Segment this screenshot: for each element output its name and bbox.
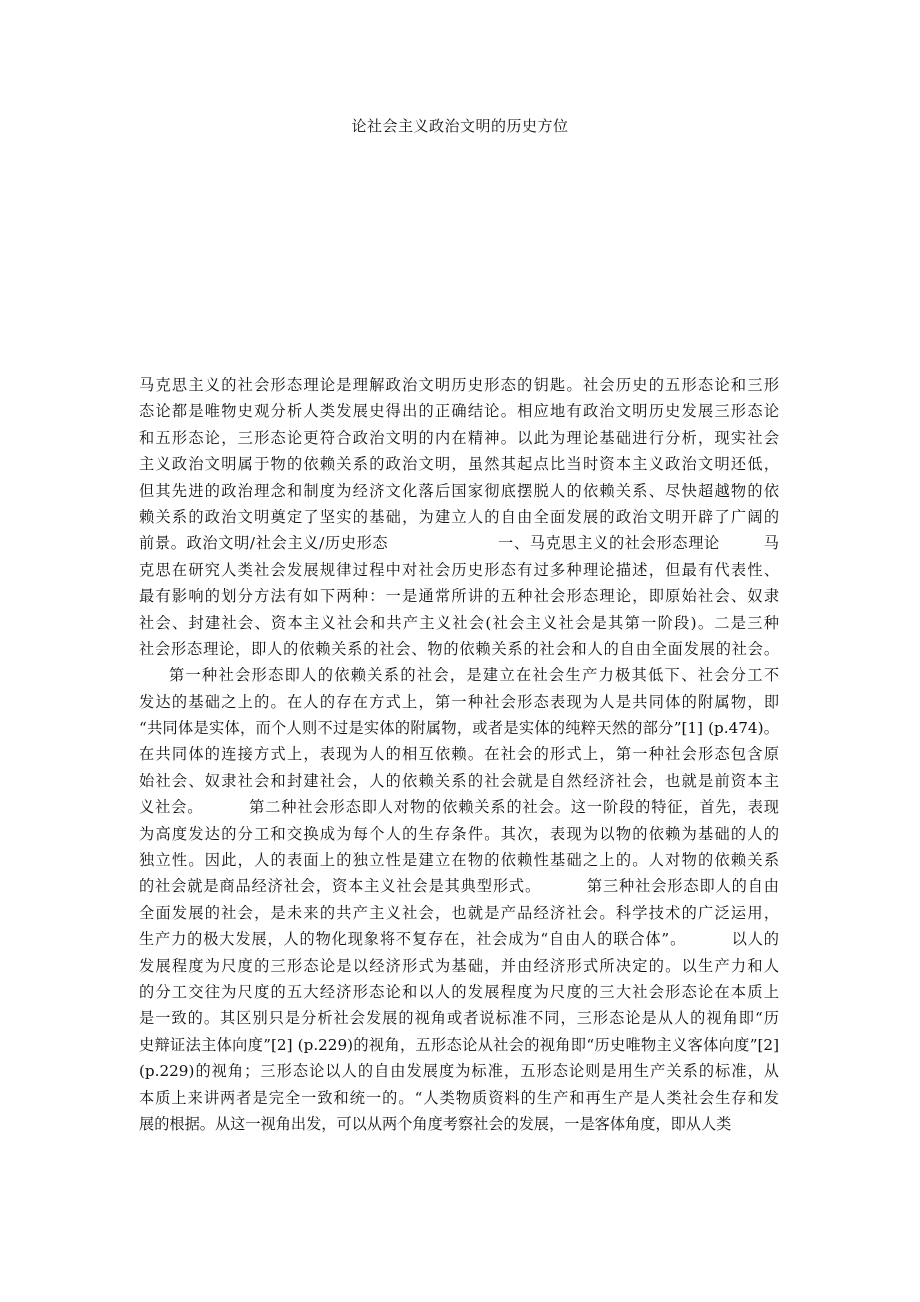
body-line: 第一种社会形态即人的依赖关系的社会，是建立在社会生产力极其低下、社会分工不 bbox=[169, 666, 779, 685]
document-title: 论社会主义政治文明的历史方位 bbox=[351, 117, 569, 135]
body-line: 赖关系的政治文明奠定了坚实的基础，为建立人的自由全面发展的政治文明开辟了广阔的 bbox=[139, 507, 779, 526]
body-line: 态论都是唯物史观分析人类发展史得出的正确结论。相应地有政治文明历史发展三形态论 bbox=[139, 402, 779, 421]
body-line: 最有影响的划分方法有如下两种：一是通常所讲的五种社会形态理论，即原始社会、奴隶 bbox=[139, 587, 779, 606]
body-line: 和五形态论，三形态论更符合政治文明的内在精神。以此为理论基础进行分析，现实社会 bbox=[139, 428, 779, 447]
body-line: 的分工交往为尺度的五大经济形态论和以人的发展程度为尺度的三大社会形态论在本质上 bbox=[139, 982, 779, 1001]
body-line: 史辩证法主体向度”[2] (p.229)的视角，五形态论从社会的视角即“历史唯物主义客体向度”[2] bbox=[139, 1035, 779, 1054]
body-line: 前景。政治文明/社会主义/历史形态 一、马克思主义的社会形态理论 马 bbox=[139, 534, 779, 553]
body-line: 发达的基础之上的。在人的存在方式上，第一种社会形态表现为人是共同体的附属物，即 bbox=[139, 692, 779, 711]
body-line: 始社会、奴隶社会和封建社会，人的依赖关系的社会就是自然经济社会，也就是前资本主 bbox=[139, 771, 779, 790]
body-line: 社会、封建社会、资本主义社会和共产主义社会(社会主义社会是其第一阶段)。二是三种 bbox=[139, 613, 779, 632]
body-line: 在共同体的连接方式上，表现为人的相互依赖。在社会的形式上，第一种社会形态包含原 bbox=[139, 745, 779, 764]
body-line: (p.229)的视角；三形态论以人的自由发展度为标准，五形态论则是用生产关系的标准，从 bbox=[139, 1062, 779, 1081]
body-line: 为高度发达的分工和交换成为每个人的生存条件。其次，表现为以物的依赖为基础的人的 bbox=[139, 824, 779, 843]
body-line: 全面发展的社会，是未来的共产主义社会，也就是产品经济社会。科学技术的广泛运用， bbox=[139, 903, 779, 922]
body-line: 发展程度为尺度的三形态论是以经济形式为基础，并由经济形式所决定的。以生产力和人 bbox=[139, 956, 779, 975]
document-body bbox=[139, 372, 779, 1137]
body-line: 但其先进的政治理念和制度为经济文化落后国家彻底摆脱人的依赖关系、尽快超越物的依 bbox=[139, 481, 779, 500]
body-line: 克思在研究人类社会发展规律过程中对社会历史形态有过多种理论描述，但最有代表性、 bbox=[139, 560, 779, 579]
body-line: 本质上来讲两者是完全一致和统一的。“人类物质资料的生产和再生产是人类社会生存和发 bbox=[139, 1088, 779, 1107]
body-line: 生产力的极大发展，人的物化现象将不复存在，社会成为“自由人的联合体”。 以人的 bbox=[139, 930, 779, 949]
body-line: 是一致的。其区别只是分析社会发展的视角或者说标准不同，三形态论是从人的视角即“历 bbox=[139, 1009, 779, 1028]
body-line: 社会形态理论，即人的依赖关系的社会、物的依赖关系的社会和人的自由全面发展的社会。 bbox=[139, 639, 779, 658]
body-line: 义社会。 第二种社会形态即人对物的依赖关系的社会。这一阶段的特征，首先，表现 bbox=[139, 798, 779, 817]
body-line: 展的根据。从这一视角出发，可以从两个角度考察社会的发展，一是客体角度，即从人类 bbox=[139, 1114, 732, 1133]
body-line: “共同体是实体，而个人则不过是实体的附属物，或者是实体的纯粹天然的部分”[1] (p.474)。 bbox=[139, 719, 779, 738]
body-line: 马克思主义的社会形态理论是理解政治文明历史形态的钥匙。社会历史的五形态论和三形 bbox=[139, 376, 779, 394]
body-line: 独立性。因此，人的表面上的独立性是建立在物的依赖性基础之上的。人对物的依赖关系 bbox=[139, 851, 779, 870]
body-line: 主义政治文明属于物的依赖关系的政治文明，虽然其起点比当时资本主义政治文明还低， bbox=[139, 455, 779, 474]
body-line: 的社会就是商品经济社会，资本主义社会是其典型形式。 第三种社会形态即人的自由 bbox=[139, 877, 779, 896]
